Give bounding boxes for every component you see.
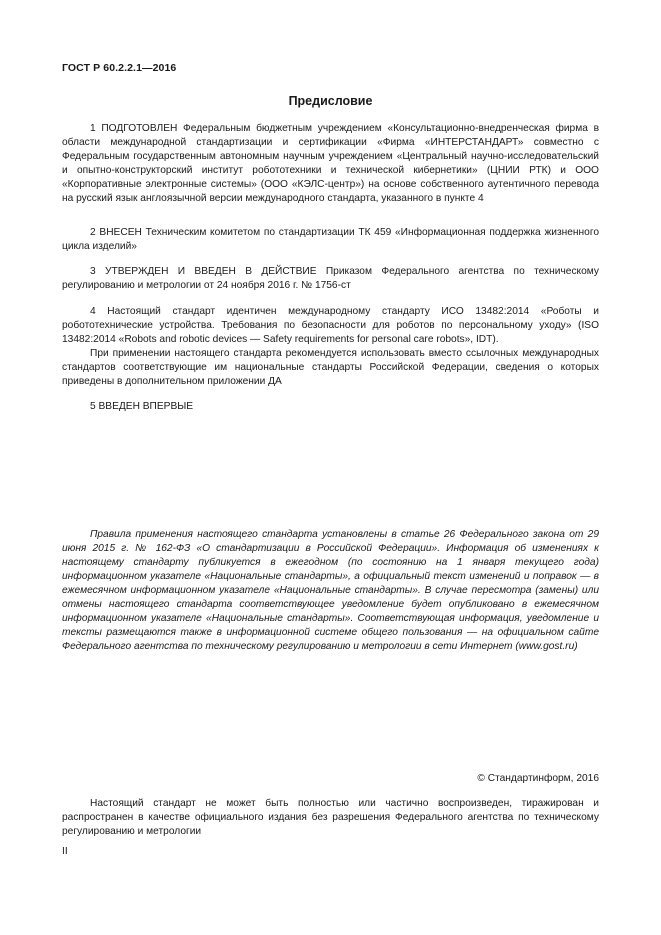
reproduction-notice <box>62 797 599 839</box>
standard-code: ГОСТ Р 60.2.2.1—2016 <box>62 62 177 74</box>
paragraph-1 <box>62 122 599 206</box>
paragraph-1-text: 1 ПОДГОТОВЛЕН Федеральным бюджетным учреждением «Консультационно-внедренческая фирма в области международной стандартизации и сертификации «Фирма «ИНТЕРСТАНДАРТ» совместно с Федеральным государственным автономным научным учреждением «Центральный научно-исследовательский и опытно-конструкторский институт робототехники и технической кибернетики» (ЦНИИ РТК) и ООО «Корпоративные электронные системы» (ООО «КЭЛС-центр») на основе собственного аутентичного перевода на русский язык англоязычной версии международного стандарта, указанного в пункте 4 <box>62 123 599 204</box>
paragraph-3 <box>62 265 599 293</box>
paragraph-4-note: При применении настоящего стандарта рекомендуется использовать вместо ссылочных международных стандартов соответствующие им национальные стандарты Российской Федерации, сведения о которых приведены в дополнительном приложении ДА <box>62 348 599 387</box>
paragraph-5-text: 5 ВВЕДЕН ВПЕРВЫЕ <box>90 401 194 412</box>
paragraph-3-text: 3 УТВЕРЖДЕН И ВВЕДЕН В ДЕЙСТВИЕ Приказом Федерального агентства по техническому регулированию и метрологии от 24 ноября 2016 г. № 1756-ст <box>62 266 599 291</box>
paragraph-4 <box>62 305 599 389</box>
reproduction-notice-text: Настоящий стандарт не может быть полностью или частично воспроизведен, тиражирован и распространен в качестве официального издания без разрешения Федерального агентства по техническому регулированию и метрологии <box>62 798 599 837</box>
copyright: © Стандартинформ, 2016 <box>477 773 599 784</box>
paragraph-2-text: 2 ВНЕСЕН Техническим комитетом по стандартизации ТК 459 «Информационная поддержка жизненного цикла изделий» <box>62 227 599 252</box>
application-notice <box>62 528 599 654</box>
page-title: Предисловие <box>288 94 373 108</box>
application-notice-text: Правила применения настоящего стандарта установлены в статье 26 Федерального закона от 29 июня 2015 г. № 162-ФЗ «О стандартизации в Российской Федерации». Информация об изменениях к настоящему стандарту публикуется в ежегодном (по состоянию на 1 января текущего года) информационном указателе «Национальные стандарты», а официальный текст изменений и поправок — в ежемесячном информационном указателе «Национальные стандарты». В случае пересмотра (замены) или отмены настоящего стандарта соответствующее уведомление будет опубликовано в ежемесячном информационном указателе «Национальные стандарты». Соответствующая информация, уведомление и тексты размещаются также в информационной системе общего пользования — на официальном сайте Федерального агентства по техническому регулированию и метрологии в сети Интернет (www.gost.ru) <box>62 529 599 652</box>
paragraph-2 <box>62 226 599 254</box>
paragraph-5 <box>62 400 599 414</box>
paragraph-4-text: 4 Настоящий стандарт идентичен международному стандарту ИСО 13482:2014 «Роботы и робототехнические устройства. Требования по безопасности для роботов по персональному уходу» (ISO 13482:2014 «Robots and robotic devices — Safety requirements for personal care robots», IDT). <box>62 306 599 345</box>
page-number: II <box>62 846 68 857</box>
